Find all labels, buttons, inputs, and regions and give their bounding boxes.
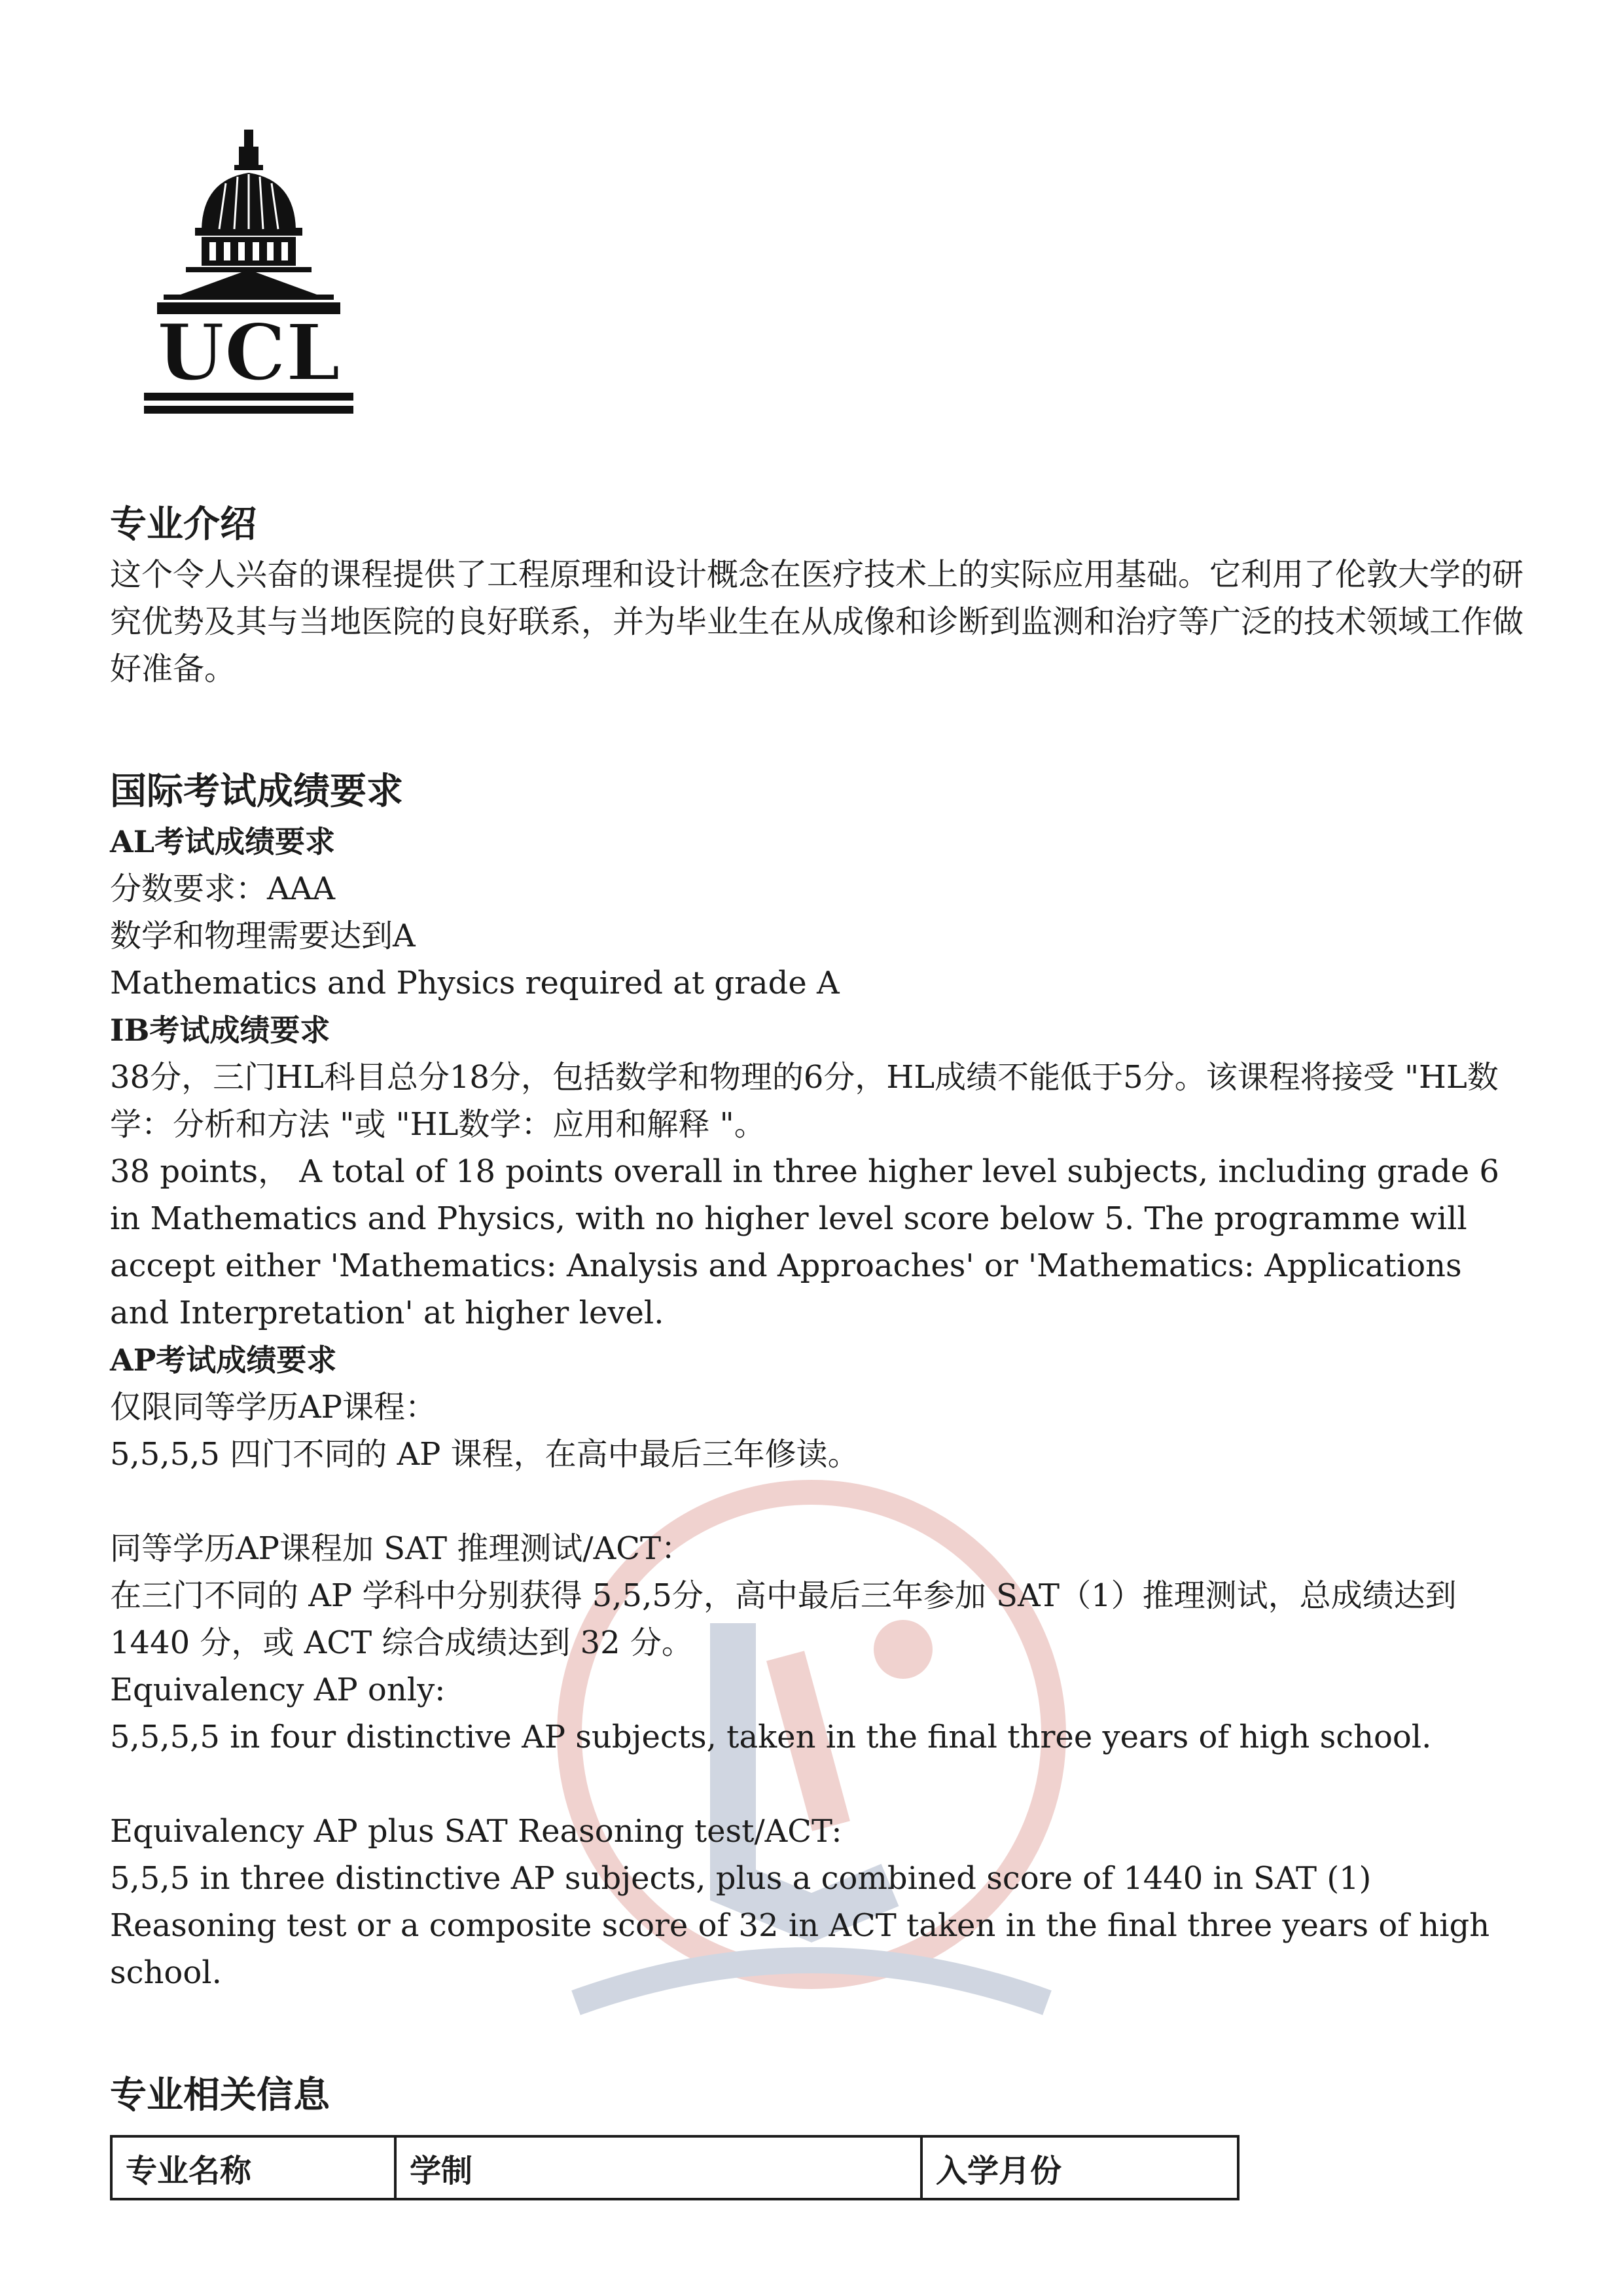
al-title: AL考试成绩要求 [110, 824, 336, 859]
ap-cn-only-title: 仅限同等学历AP课程： [110, 1389, 437, 1426]
ap-en-sat-body: 5,5,5 in three distinctive AP subjects, plus a combined score of 1440 in SAT (1) Reasoning test or a composite score of 32 in ACT taken in the final three years of high school. [110, 1860, 1500, 1991]
ap-en-only-body: 5,5,5,5 in four distinctive AP subjects, taken in the final three years of high school. [110, 1719, 1432, 1755]
al-line-2: 数学和物理需要达到A [110, 918, 416, 954]
document-body [110, 497, 1524, 2200]
ap-title: AP考试成绩要求 [110, 1342, 337, 1378]
intro-title: 专业介绍 [110, 503, 257, 546]
al-line-1: 分数要求：AAA [110, 870, 335, 907]
ap-cn-only-body: 5,5,5,5 四门不同的 AP 课程，在高中最后三年修读。 [110, 1436, 859, 1473]
related-info-table [110, 2135, 1240, 2200]
ib-title: IB考试成绩要求 [110, 1013, 330, 1048]
requirements-title: 国际考试成绩要求 [110, 770, 403, 813]
ap-en-only-title: Equivalency AP only: [110, 1672, 446, 1708]
ucl-logo [118, 118, 380, 425]
ib-cn: 38分，三门HL科目总分18分，包括数学和物理的6分，HL成绩不能低于5分。该课程将接受 "HL数学：分析和方法 "或 "HL数学：应用和解释 "。 [110, 1059, 1499, 1143]
ap-cn-sat-title: 同等学历AP课程加 SAT 推理测试/ACT： [110, 1530, 692, 1567]
ap-en-sat-title: Equivalency AP plus SAT Reasoning test/ACT: [110, 1813, 842, 1850]
ap-cn-sat-body: 在三门不同的 AP 学科中分别获得 5,5,5分，高中最后三年参加 SAT（1）推理测试，总成绩达到 1440 分，或 ACT 综合成绩达到 32 分。 [110, 1577, 1467, 1661]
table-header-cell: 学制 [395, 2136, 921, 2199]
table-header-cell: 入学月份 [921, 2136, 1238, 2199]
table-header-row [111, 2136, 1238, 2199]
al-line-3: Mathematics and Physics required at grade A [110, 965, 840, 1001]
related-title: 专业相关信息 [110, 2073, 330, 2117]
ib-en: 38 points， A total of 18 points overall in three higher level subjects, including grade 6 in Mathematics and Physics, with no higher level score below 5. The programme will accept either 'Mathematics: Analysis and Approaches' or 'Mathematics: Applications and Interpretation' at higher level. [110, 1153, 1510, 1331]
ucl-logo-text: UCL [157, 307, 340, 398]
table-header-cell: 专业名称 [111, 2136, 395, 2199]
intro-body: 这个令人兴奋的课程提供了工程原理和设计概念在医疗技术上的实际应用基础。它利用了伦敦大学的研究优势及其与当地医院的良好联系，并为毕业生在从成像和诊断到监测和治疗等广泛的技术领域工作做好准备。 [110, 556, 1524, 687]
